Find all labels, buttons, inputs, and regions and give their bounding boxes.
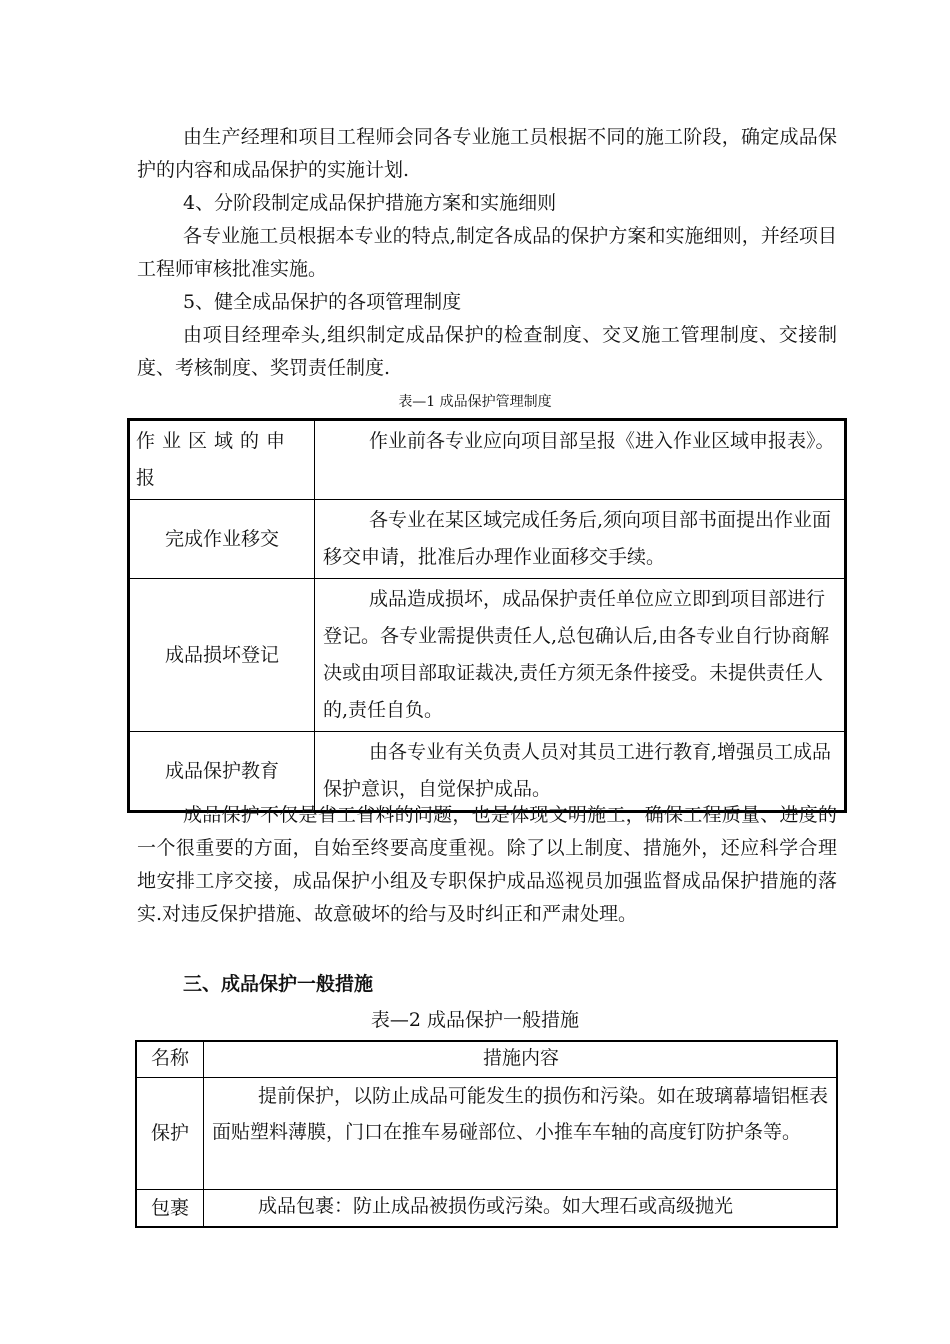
table-row [129, 579, 846, 732]
table-2-caption: 表—2 成品保护一般措施 [370, 1009, 580, 1031]
table-cell-name: 成品损坏登记 [129, 579, 315, 732]
table-cell-content: 各专业在某区域完成任务后,须向项目部书面提出作业面移交申请，批准后办理作业面移交手续。 [315, 500, 846, 579]
table-cell-content: 作业前各专业应向项目部呈报《进入作业区域申报表》。 [315, 420, 846, 500]
table-cell-content: 成品造成损坏，成品保护责任单位应立即到项目部进行登记。各专业需提供责任人,总包确认后,由各专业自行协商解决或由项目部取证裁决,责任方须无条件接受。未提供责任人的,责任自负。 [315, 579, 846, 732]
table-row [136, 1189, 837, 1227]
table-row [129, 420, 846, 500]
item-4-heading: 4、分阶段制定成品保护措施方案和实施细则 [183, 192, 557, 214]
item-5-heading: 5、健全成品保护的各项管理制度 [183, 291, 462, 313]
table-cell-content: 由各专业有关负责人员对其员工进行教育,增强员工成品保护意识，自觉保护成品。 [315, 732, 846, 812]
paragraph-plan: 由生产经理和项目工程师会同各专业施工员根据不同的施工阶段，确定成品保护的内容和成品保护的实施计划. [137, 126, 837, 181]
table-1-caption: 表—1 成品保护管理制度 [398, 394, 552, 410]
table-cell-name: 完成作业移交 [129, 500, 315, 579]
paragraph-importance: 成品保护不仅是省工省料的问题，也是体现文明施工，确保工程质量、进度的一个很重要的方面，自始至终要高度重视。除了以上制度、措施外，还应科学合理地安排工序交接，成品保护小组及专职保护成品巡视员加强监督成品保护措施的落实.对违反保护措施、故意破坏的给与及时纠正和严肃处理。 [137, 804, 837, 925]
table-2-general-measures [135, 1040, 838, 1228]
table-row [136, 1077, 837, 1189]
table-cell-content: 成品包裹：防止成品被损伤或污染。如大理石或高级抛光 [204, 1189, 838, 1227]
column-header-name: 名称 [136, 1041, 204, 1077]
table-1-management-rules [127, 418, 847, 813]
column-header-content: 措施内容 [204, 1041, 838, 1077]
table-cell-name: 成品保护教育 [129, 732, 315, 812]
table-cell-name: 作业区域的申报 [129, 420, 315, 500]
paragraph-specialty: 各专业施工员根据本专业的特点,制定各成品的保护方案和实施细则，并经项目工程师审核批准实施。 [137, 225, 837, 280]
table-cell-name: 保护 [136, 1077, 204, 1189]
table-row [129, 500, 846, 579]
table-cell-content: 提前保护，以防止成品可能发生的损伤和污染。如在玻璃幕墙铝框表面贴塑料薄膜，门口在推车易碰部位、小推车车轴的高度钉防护条等。 [204, 1077, 838, 1189]
table-cell-name: 包裹 [136, 1189, 204, 1227]
table-header-row [136, 1041, 837, 1077]
section-heading: 三、成品保护一般措施 [183, 973, 374, 995]
paragraph-manager: 由项目经理牵头,组织制定成品保护的检查制度、交叉施工管理制度、交接制度、考核制度、奖罚责任制度. [137, 324, 837, 379]
